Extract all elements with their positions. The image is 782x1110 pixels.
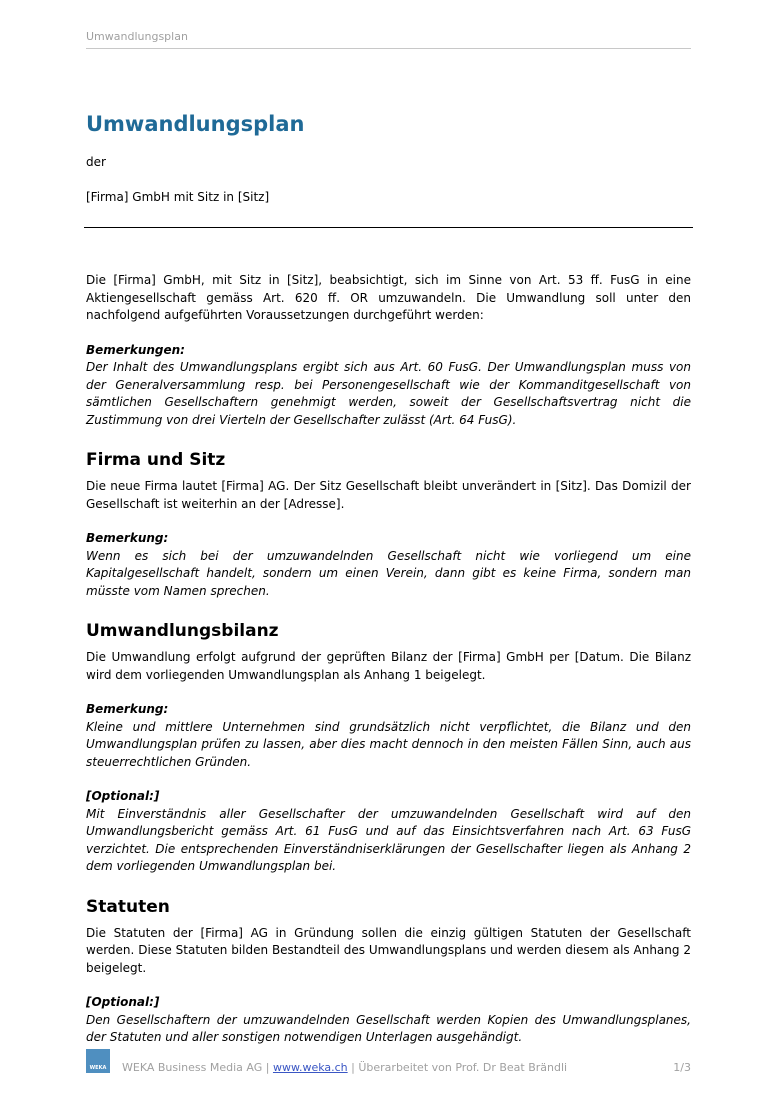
footer-publisher: WEKA Business Media AG | (122, 1061, 273, 1074)
heading-statuten: Statuten (86, 896, 170, 917)
title-company-line: [Firma] GmbH mit Sitz in [Sitz] (86, 190, 270, 204)
heading-firma-und-sitz: Firma und Sitz (86, 450, 226, 470)
document-title: Umwandlungsplan (86, 112, 305, 136)
intro-note-heading: Bemerkungen: (86, 342, 185, 357)
firma-paragraph: Die neue Firma lautet [Firma] AG. Der Sitz Gesellschaft bleibt unverändert in [Sitz]. Das Domizil der Gesellschaft ist weiterhin an der [Adresse]. (86, 479, 691, 511)
bilanz-note-heading: Bemerkung: (86, 702, 169, 716)
firma-note-text: Wenn es sich bei der umzuwandelnden Gesellschaft nicht wie vorliegend um eine Kapitalgesellschaft handelt, sondern um einen Verein, dann gibt es keine Firma, sondern man müsste vom Namen sprechen. (86, 548, 691, 598)
title-der: der (86, 155, 106, 169)
statuten-optional-text: Den Gesellschaftern der umzuwandelnden Gesellschaft werden Kopien des Umwandlungsplanes, der Statuten und aller sonstigen notwendigen Unterlagen ausgehändigt. (86, 1012, 691, 1044)
bilanz-optional-heading: [Optional:] (86, 789, 160, 803)
bilanz-note-text: Kleine und mittlere Unternehmen sind grundsätzlich nicht verpflichtet, die Bilanz und den Umwandlungsplan prüfen zu lassen, aber dies macht dennoch in den meisten Fällen Sinn, auch aus steuerrechtlichen Gründen. (86, 719, 691, 769)
statuten-paragraph: Die Statuten der [Firma] AG in Gründung sollen die einzig gültigen Statuten der Gesellschaft werden. Diese Statuten bilden Bestandteil des Umwandlungsplans und werden diesem als Anhang 2 beigelegt. (86, 925, 691, 975)
bilanz-paragraph: Die Umwandlung erfolgt aufgrund der geprüften Bilanz der [Firma] GmbH per [Datum. Die Bilanz wird dem vorliegenden Umwandlungsplan als Anhang 1 beigelegt. (86, 650, 691, 682)
document-body (86, 272, 691, 1047)
firma-note-heading: Bemerkung: (86, 531, 169, 545)
footer-credit (122, 1061, 567, 1075)
weka-logo-text: WEKA (89, 1065, 107, 1071)
intro-note-text: Der Inhalt des Umwandlungsplans ergibt sich aus Art. 60 FusG. Der Umwandlungsplan muss von der Generalversammlung resp. bei Personengesellschaft wie der Kommanditgesellschaft von sämtlichen Gesellschaftern genehmigt werden, soweit der Gesellschaftsvertrag nicht die Zustimmung von drei Vierteln der Gesellschafter zulässt (Art. 64 FusG). (86, 360, 691, 427)
weka-logo (86, 1049, 110, 1073)
running-header: Umwandlungsplan (86, 30, 691, 49)
footer-revised-by: | Überarbeitet von Prof. Dr Beat Brändli (347, 1061, 568, 1074)
intro-paragraph: Die [Firma] GmbH, mit Sitz in [Sitz], beabsichtigt, sich im Sinne von Art. 53 ff. FusG in eine Aktiengesellschaft gemäss Art. 620 ff. OR umzuwandeln. Die Umwandlung soll unter den nachfolgend aufgeführten Voraussetzungen durchgeführt werden: (86, 273, 691, 322)
bilanz-optional-text: Mit Einverständnis aller Gesellschafter der umzuwandelnden Gesellschaft wird auf den Umwandlungsbericht gemäss Art. 61 FusG und auf das Einsichtsverfahren nach Art. 63 FusG verzichtet. Die entsprechenden Einverständniserklärungen der Gesellschafter liegen als Anhang 2 dem vorliegenden Umwandlungsplan bei. (86, 806, 691, 873)
heading-umwandlungsbilanz: Umwandlungsbilanz (86, 621, 279, 641)
title-divider (84, 227, 693, 228)
page-number: 1/3 (673, 1061, 691, 1074)
statuten-optional-heading: [Optional:] (86, 995, 160, 1009)
footer-weka-link[interactable]: www.weka.ch (272, 1061, 348, 1074)
